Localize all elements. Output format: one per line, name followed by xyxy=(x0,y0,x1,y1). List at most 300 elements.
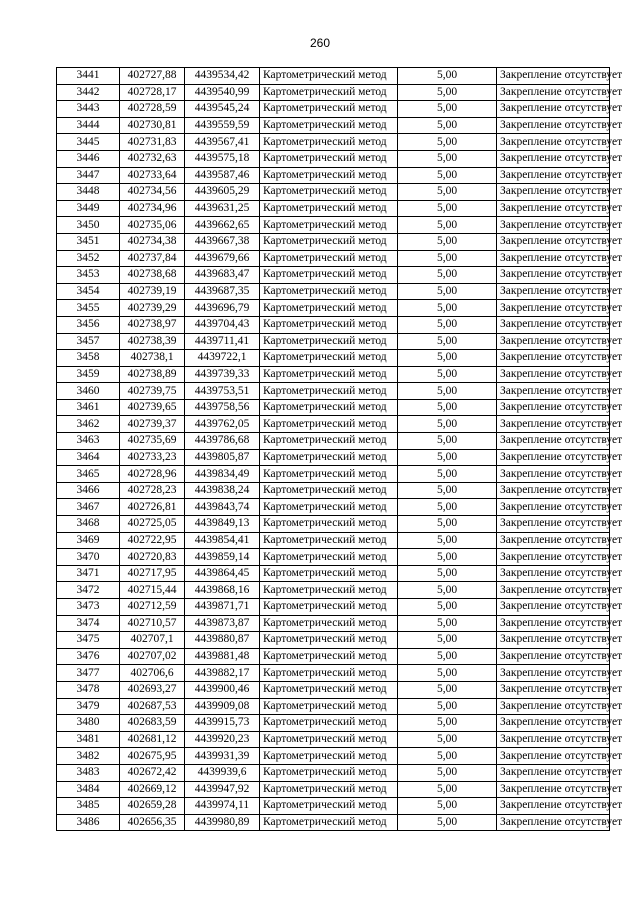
y-coordinate-cell: 4439882,17 xyxy=(185,665,260,682)
point-number-cell: 3465 xyxy=(57,466,120,483)
method-cell: Картометрический метод xyxy=(260,217,398,234)
table-row xyxy=(57,516,610,533)
method-cell: Картометрический метод xyxy=(260,681,398,698)
table-row xyxy=(57,383,610,400)
accuracy-cell: 5,00 xyxy=(398,150,497,167)
table-row xyxy=(57,150,610,167)
accuracy-cell: 5,00 xyxy=(398,516,497,533)
table-row xyxy=(57,366,610,383)
y-coordinate-cell: 4439909,08 xyxy=(185,698,260,715)
fixation-cell: Закрепление отсутствует xyxy=(497,383,610,400)
method-cell: Картометрический метод xyxy=(260,184,398,201)
accuracy-cell: 5,00 xyxy=(398,300,497,317)
fixation-cell: Закрепление отсутствует xyxy=(497,715,610,732)
fixation-cell: Закрепление отсутствует xyxy=(497,615,610,632)
fixation-cell: Закрепление отсутствует xyxy=(497,449,610,466)
table-row xyxy=(57,582,610,599)
x-coordinate-cell: 402720,83 xyxy=(120,549,185,566)
x-coordinate-cell: 402725,05 xyxy=(120,516,185,533)
x-coordinate-cell: 402706,6 xyxy=(120,665,185,682)
table-row xyxy=(57,449,610,466)
y-coordinate-cell: 4439587,46 xyxy=(185,167,260,184)
fixation-cell: Закрепление отсутствует xyxy=(497,698,610,715)
table-row xyxy=(57,814,610,831)
fixation-cell: Закрепление отсутствует xyxy=(497,68,610,85)
point-number-cell: 3458 xyxy=(57,350,120,367)
accuracy-cell: 5,00 xyxy=(398,383,497,400)
y-coordinate-cell: 4439722,1 xyxy=(185,350,260,367)
point-number-cell: 3478 xyxy=(57,681,120,698)
fixation-cell: Закрепление отсутствует xyxy=(497,150,610,167)
table-row xyxy=(57,184,610,201)
method-cell: Картометрический метод xyxy=(260,731,398,748)
fixation-cell: Закрепление отсутствует xyxy=(497,101,610,118)
method-cell: Картометрический метод xyxy=(260,433,398,450)
fixation-cell: Закрепление отсутствует xyxy=(497,217,610,234)
y-coordinate-cell: 4439540,99 xyxy=(185,84,260,101)
x-coordinate-cell: 402738,1 xyxy=(120,350,185,367)
y-coordinate-cell: 4439974,11 xyxy=(185,798,260,815)
x-coordinate-cell: 402727,88 xyxy=(120,68,185,85)
table-row xyxy=(57,499,610,516)
y-coordinate-cell: 4439881,48 xyxy=(185,648,260,665)
x-coordinate-cell: 402733,64 xyxy=(120,167,185,184)
table-row xyxy=(57,798,610,815)
table-row xyxy=(57,167,610,184)
table-row xyxy=(57,399,610,416)
x-coordinate-cell: 402681,12 xyxy=(120,731,185,748)
method-cell: Картометрический метод xyxy=(260,764,398,781)
point-number-cell: 3480 xyxy=(57,715,120,732)
point-number-cell: 3473 xyxy=(57,599,120,616)
y-coordinate-cell: 4439559,59 xyxy=(185,117,260,134)
method-cell: Картометрический метод xyxy=(260,549,398,566)
accuracy-cell: 5,00 xyxy=(398,648,497,665)
method-cell: Картометрический метод xyxy=(260,449,398,466)
accuracy-cell: 5,00 xyxy=(398,599,497,616)
point-number-cell: 3483 xyxy=(57,764,120,781)
x-coordinate-cell: 402687,53 xyxy=(120,698,185,715)
table-row xyxy=(57,200,610,217)
point-number-cell: 3474 xyxy=(57,615,120,632)
point-number-cell: 3484 xyxy=(57,781,120,798)
point-number-cell: 3451 xyxy=(57,233,120,250)
accuracy-cell: 5,00 xyxy=(398,117,497,134)
fixation-cell: Закрепление отсутствует xyxy=(497,399,610,416)
point-number-cell: 3443 xyxy=(57,101,120,118)
table-row xyxy=(57,615,610,632)
accuracy-cell: 5,00 xyxy=(398,233,497,250)
y-coordinate-cell: 4439900,46 xyxy=(185,681,260,698)
point-number-cell: 3454 xyxy=(57,283,120,300)
point-number-cell: 3466 xyxy=(57,482,120,499)
accuracy-cell: 5,00 xyxy=(398,814,497,831)
point-number-cell: 3453 xyxy=(57,267,120,284)
y-coordinate-cell: 4439683,47 xyxy=(185,267,260,284)
method-cell: Картометрический метод xyxy=(260,416,398,433)
x-coordinate-cell: 402712,59 xyxy=(120,599,185,616)
table-row xyxy=(57,781,610,798)
y-coordinate-cell: 4439687,35 xyxy=(185,283,260,300)
accuracy-cell: 5,00 xyxy=(398,615,497,632)
method-cell: Картометрический метод xyxy=(260,582,398,599)
y-coordinate-cell: 4439605,29 xyxy=(185,184,260,201)
point-number-cell: 3462 xyxy=(57,416,120,433)
accuracy-cell: 5,00 xyxy=(398,681,497,698)
y-coordinate-cell: 4439843,74 xyxy=(185,499,260,516)
fixation-cell: Закрепление отсутствует xyxy=(497,267,610,284)
method-cell: Картометрический метод xyxy=(260,283,398,300)
method-cell: Картометрический метод xyxy=(260,632,398,649)
accuracy-cell: 5,00 xyxy=(398,283,497,300)
point-number-cell: 3456 xyxy=(57,316,120,333)
table-row xyxy=(57,748,610,765)
y-coordinate-cell: 4439786,68 xyxy=(185,433,260,450)
x-coordinate-cell: 402732,63 xyxy=(120,150,185,167)
method-cell: Картометрический метод xyxy=(260,117,398,134)
table-row xyxy=(57,68,610,85)
x-coordinate-cell: 402675,95 xyxy=(120,748,185,765)
y-coordinate-cell: 4439880,87 xyxy=(185,632,260,649)
method-cell: Картометрический метод xyxy=(260,383,398,400)
y-coordinate-cell: 4439739,33 xyxy=(185,366,260,383)
method-cell: Картометрический метод xyxy=(260,798,398,815)
point-number-cell: 3481 xyxy=(57,731,120,748)
y-coordinate-cell: 4439871,71 xyxy=(185,599,260,616)
method-cell: Картометрический метод xyxy=(260,134,398,151)
fixation-cell: Закрепление отсутствует xyxy=(497,748,610,765)
method-cell: Картометрический метод xyxy=(260,499,398,516)
accuracy-cell: 5,00 xyxy=(398,267,497,284)
y-coordinate-cell: 4439931,39 xyxy=(185,748,260,765)
fixation-cell: Закрепление отсутствует xyxy=(497,599,610,616)
point-number-cell: 3485 xyxy=(57,798,120,815)
y-coordinate-cell: 4439575,18 xyxy=(185,150,260,167)
accuracy-cell: 5,00 xyxy=(398,781,497,798)
y-coordinate-cell: 4439667,38 xyxy=(185,233,260,250)
coordinates-table xyxy=(56,67,623,831)
method-cell: Картометрический метод xyxy=(260,565,398,582)
table-row xyxy=(57,250,610,267)
x-coordinate-cell: 402728,96 xyxy=(120,466,185,483)
method-cell: Картометрический метод xyxy=(260,200,398,217)
fixation-cell: Закрепление отсутствует xyxy=(497,84,610,101)
table-row xyxy=(57,300,610,317)
x-coordinate-cell: 402734,38 xyxy=(120,233,185,250)
accuracy-cell: 5,00 xyxy=(398,250,497,267)
x-coordinate-cell: 402707,1 xyxy=(120,632,185,649)
accuracy-cell: 5,00 xyxy=(398,84,497,101)
x-coordinate-cell: 402669,12 xyxy=(120,781,185,798)
point-number-cell: 3482 xyxy=(57,748,120,765)
x-coordinate-cell: 402672,42 xyxy=(120,764,185,781)
fixation-cell: Закрепление отсутствует xyxy=(497,233,610,250)
x-coordinate-cell: 402722,95 xyxy=(120,532,185,549)
table-row xyxy=(57,549,610,566)
fixation-cell: Закрепление отсутствует xyxy=(497,582,610,599)
y-coordinate-cell: 4439631,25 xyxy=(185,200,260,217)
y-coordinate-cell: 4439920,23 xyxy=(185,731,260,748)
fixation-cell: Закрепление отсутствует xyxy=(497,565,610,582)
point-number-cell: 3442 xyxy=(57,84,120,101)
fixation-cell: Закрепление отсутствует xyxy=(497,632,610,649)
point-number-cell: 3441 xyxy=(57,68,120,85)
table-row xyxy=(57,134,610,151)
x-coordinate-cell: 402738,89 xyxy=(120,366,185,383)
accuracy-cell: 5,00 xyxy=(398,366,497,383)
x-coordinate-cell: 402726,81 xyxy=(120,499,185,516)
table-row xyxy=(57,84,610,101)
y-coordinate-cell: 4439758,56 xyxy=(185,399,260,416)
method-cell: Картометрический метод xyxy=(260,781,398,798)
point-number-cell: 3455 xyxy=(57,300,120,317)
x-coordinate-cell: 402737,84 xyxy=(120,250,185,267)
method-cell: Картометрический метод xyxy=(260,814,398,831)
table-row xyxy=(57,565,610,582)
table-row xyxy=(57,466,610,483)
accuracy-cell: 5,00 xyxy=(398,715,497,732)
method-cell: Картометрический метод xyxy=(260,101,398,118)
fixation-cell: Закрепление отсутствует xyxy=(497,333,610,350)
y-coordinate-cell: 4439545,24 xyxy=(185,101,260,118)
method-cell: Картометрический метод xyxy=(260,316,398,333)
method-cell: Картометрический метод xyxy=(260,399,398,416)
x-coordinate-cell: 402717,95 xyxy=(120,565,185,582)
table-row xyxy=(57,101,610,118)
accuracy-cell: 5,00 xyxy=(398,798,497,815)
fixation-cell: Закрепление отсутствует xyxy=(497,648,610,665)
table-row xyxy=(57,267,610,284)
y-coordinate-cell: 4439868,16 xyxy=(185,582,260,599)
point-number-cell: 3477 xyxy=(57,665,120,682)
fixation-cell: Закрепление отсутствует xyxy=(497,316,610,333)
table-row xyxy=(57,283,610,300)
point-number-cell: 3444 xyxy=(57,117,120,134)
x-coordinate-cell: 402738,97 xyxy=(120,316,185,333)
point-number-cell: 3468 xyxy=(57,516,120,533)
accuracy-cell: 5,00 xyxy=(398,466,497,483)
accuracy-cell: 5,00 xyxy=(398,565,497,582)
method-cell: Картометрический метод xyxy=(260,68,398,85)
table-row xyxy=(57,316,610,333)
fixation-cell: Закрепление отсутствует xyxy=(497,300,610,317)
point-number-cell: 3475 xyxy=(57,632,120,649)
table-row xyxy=(57,117,610,134)
method-cell: Картометрический метод xyxy=(260,748,398,765)
method-cell: Картометрический метод xyxy=(260,150,398,167)
y-coordinate-cell: 4439753,51 xyxy=(185,383,260,400)
y-coordinate-cell: 4439704,43 xyxy=(185,316,260,333)
point-number-cell: 3486 xyxy=(57,814,120,831)
fixation-cell: Закрепление отсутствует xyxy=(497,764,610,781)
fixation-cell: Закрепление отсутствует xyxy=(497,798,610,815)
point-number-cell: 3460 xyxy=(57,383,120,400)
accuracy-cell: 5,00 xyxy=(398,101,497,118)
x-coordinate-cell: 402728,59 xyxy=(120,101,185,118)
method-cell: Картометрический метод xyxy=(260,532,398,549)
x-coordinate-cell: 402735,69 xyxy=(120,433,185,450)
point-number-cell: 3479 xyxy=(57,698,120,715)
method-cell: Картометрический метод xyxy=(260,233,398,250)
fixation-cell: Закрепление отсутствует xyxy=(497,549,610,566)
method-cell: Картометрический метод xyxy=(260,333,398,350)
point-number-cell: 3470 xyxy=(57,549,120,566)
accuracy-cell: 5,00 xyxy=(398,449,497,466)
table-row xyxy=(57,433,610,450)
method-cell: Картометрический метод xyxy=(260,665,398,682)
fixation-cell: Закрепление отсутствует xyxy=(497,814,610,831)
fixation-cell: Закрепление отсутствует xyxy=(497,283,610,300)
point-number-cell: 3463 xyxy=(57,433,120,450)
accuracy-cell: 5,00 xyxy=(398,748,497,765)
point-number-cell: 3446 xyxy=(57,150,120,167)
y-coordinate-cell: 4439980,89 xyxy=(185,814,260,831)
y-coordinate-cell: 4439696,79 xyxy=(185,300,260,317)
accuracy-cell: 5,00 xyxy=(398,665,497,682)
method-cell: Картометрический метод xyxy=(260,482,398,499)
method-cell: Картометрический метод xyxy=(260,84,398,101)
fixation-cell: Закрепление отсутствует xyxy=(497,250,610,267)
y-coordinate-cell: 4439947,92 xyxy=(185,781,260,798)
table-row xyxy=(57,217,610,234)
accuracy-cell: 5,00 xyxy=(398,416,497,433)
table-row xyxy=(57,665,610,682)
x-coordinate-cell: 402739,65 xyxy=(120,399,185,416)
table-row xyxy=(57,715,610,732)
method-cell: Картометрический метод xyxy=(260,698,398,715)
fixation-cell: Закрепление отсутствует xyxy=(497,433,610,450)
method-cell: Картометрический метод xyxy=(260,615,398,632)
x-coordinate-cell: 402656,35 xyxy=(120,814,185,831)
y-coordinate-cell: 4439859,14 xyxy=(185,549,260,566)
point-number-cell: 3461 xyxy=(57,399,120,416)
table-row xyxy=(57,764,610,781)
y-coordinate-cell: 4439711,41 xyxy=(185,333,260,350)
accuracy-cell: 5,00 xyxy=(398,184,497,201)
accuracy-cell: 5,00 xyxy=(398,433,497,450)
y-coordinate-cell: 4439864,45 xyxy=(185,565,260,582)
table-row xyxy=(57,698,610,715)
x-coordinate-cell: 402739,37 xyxy=(120,416,185,433)
point-number-cell: 3450 xyxy=(57,217,120,234)
point-number-cell: 3476 xyxy=(57,648,120,665)
method-cell: Картометрический метод xyxy=(260,267,398,284)
point-number-cell: 3447 xyxy=(57,167,120,184)
fixation-cell: Закрепление отсутствует xyxy=(497,781,610,798)
x-coordinate-cell: 402734,96 xyxy=(120,200,185,217)
accuracy-cell: 5,00 xyxy=(398,482,497,499)
fixation-cell: Закрепление отсутствует xyxy=(497,134,610,151)
x-coordinate-cell: 402659,28 xyxy=(120,798,185,815)
method-cell: Картометрический метод xyxy=(260,648,398,665)
table-row xyxy=(57,233,610,250)
page-number: 260 xyxy=(309,36,331,50)
accuracy-cell: 5,00 xyxy=(398,200,497,217)
accuracy-cell: 5,00 xyxy=(398,217,497,234)
x-coordinate-cell: 402733,23 xyxy=(120,449,185,466)
table-row xyxy=(57,681,610,698)
fixation-cell: Закрепление отсутствует xyxy=(497,350,610,367)
x-coordinate-cell: 402739,29 xyxy=(120,300,185,317)
x-coordinate-cell: 402734,56 xyxy=(120,184,185,201)
y-coordinate-cell: 4439939,6 xyxy=(185,764,260,781)
accuracy-cell: 5,00 xyxy=(398,134,497,151)
coordinates-table-body xyxy=(57,68,623,831)
fixation-cell: Закрепление отсутствует xyxy=(497,416,610,433)
accuracy-cell: 5,00 xyxy=(398,316,497,333)
point-number-cell: 3472 xyxy=(57,582,120,599)
y-coordinate-cell: 4439834,49 xyxy=(185,466,260,483)
method-cell: Картометрический метод xyxy=(260,466,398,483)
method-cell: Картометрический метод xyxy=(260,599,398,616)
fixation-cell: Закрепление отсутствует xyxy=(497,167,610,184)
y-coordinate-cell: 4439915,73 xyxy=(185,715,260,732)
point-number-cell: 3459 xyxy=(57,366,120,383)
y-coordinate-cell: 4439873,87 xyxy=(185,615,260,632)
method-cell: Картометрический метод xyxy=(260,350,398,367)
point-number-cell: 3471 xyxy=(57,565,120,582)
method-cell: Картометрический метод xyxy=(260,366,398,383)
x-coordinate-cell: 402731,83 xyxy=(120,134,185,151)
point-number-cell: 3457 xyxy=(57,333,120,350)
fixation-cell: Закрепление отсутствует xyxy=(497,466,610,483)
x-coordinate-cell: 402738,68 xyxy=(120,267,185,284)
fixation-cell: Закрепление отсутствует xyxy=(497,731,610,748)
accuracy-cell: 5,00 xyxy=(398,698,497,715)
x-coordinate-cell: 402730,81 xyxy=(120,117,185,134)
table-row xyxy=(57,599,610,616)
method-cell: Картометрический метод xyxy=(260,300,398,317)
fixation-cell: Закрепление отсутствует xyxy=(497,516,610,533)
accuracy-cell: 5,00 xyxy=(398,68,497,85)
y-coordinate-cell: 4439762,05 xyxy=(185,416,260,433)
method-cell: Картометрический метод xyxy=(260,167,398,184)
table-row xyxy=(57,482,610,499)
fixation-cell: Закрепление отсутствует xyxy=(497,532,610,549)
x-coordinate-cell: 402710,57 xyxy=(120,615,185,632)
accuracy-cell: 5,00 xyxy=(398,499,497,516)
method-cell: Картометрический метод xyxy=(260,715,398,732)
point-number-cell: 3449 xyxy=(57,200,120,217)
accuracy-cell: 5,00 xyxy=(398,350,497,367)
x-coordinate-cell: 402693,27 xyxy=(120,681,185,698)
fixation-cell: Закрепление отсутствует xyxy=(497,366,610,383)
fixation-cell: Закрепление отсутствует xyxy=(497,200,610,217)
x-coordinate-cell: 402728,23 xyxy=(120,482,185,499)
point-number-cell: 3448 xyxy=(57,184,120,201)
fixation-cell: Закрепление отсутствует xyxy=(497,482,610,499)
table-row xyxy=(57,333,610,350)
x-coordinate-cell: 402735,06 xyxy=(120,217,185,234)
point-number-cell: 3445 xyxy=(57,134,120,151)
accuracy-cell: 5,00 xyxy=(398,632,497,649)
y-coordinate-cell: 4439567,41 xyxy=(185,134,260,151)
point-number-cell: 3464 xyxy=(57,449,120,466)
fixation-cell: Закрепление отсутствует xyxy=(497,117,610,134)
accuracy-cell: 5,00 xyxy=(398,532,497,549)
table-row xyxy=(57,648,610,665)
table-row xyxy=(57,632,610,649)
y-coordinate-cell: 4439534,42 xyxy=(185,68,260,85)
accuracy-cell: 5,00 xyxy=(398,333,497,350)
table-row xyxy=(57,532,610,549)
fixation-cell: Закрепление отсутствует xyxy=(497,499,610,516)
table-row xyxy=(57,350,610,367)
x-coordinate-cell: 402739,75 xyxy=(120,383,185,400)
accuracy-cell: 5,00 xyxy=(398,549,497,566)
point-number-cell: 3452 xyxy=(57,250,120,267)
y-coordinate-cell: 4439662,65 xyxy=(185,217,260,234)
